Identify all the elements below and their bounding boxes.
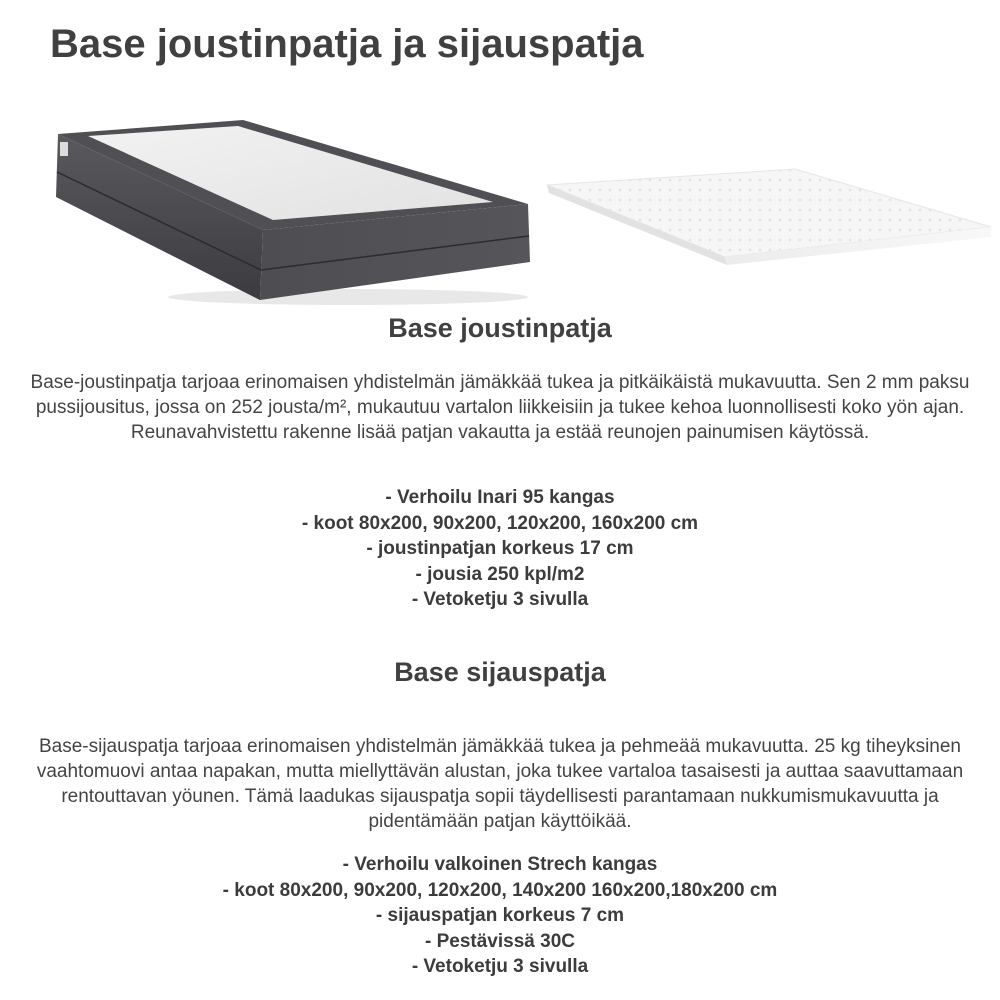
spec-item: - Pestävissä 30C <box>425 930 575 952</box>
topper-specs <box>0 852 1000 980</box>
spring-mattress-heading: Base joustinpatja <box>388 313 612 343</box>
spec-item: - joustinpatjan korkeus 17 cm <box>366 538 634 559</box>
spec-item: - jousia 250 kpl/m2 <box>415 563 585 585</box>
spec-item: - Vetoketju 3 sivulla <box>411 589 589 610</box>
spring-mattress-specs <box>0 485 1000 613</box>
topper-description: Base-sijauspatja tarjoaa erinomaisen yhdistelmän jämäkkää tukea ja pehmeää mukavuutta. 25 kg tiheyksinen vaahtomuovi antaa napakan, mutta miellyttävän alustan, joka tukee vartaloa tasaisesti ja auttaa saavuttamaan rentouttavan yöunen. Tämä laadukas sijauspatja sopii täydellisesti parantamaan nukkumismukavuutta ja pidentämään patjan käyttöikää. <box>36 736 964 832</box>
spec-item: - Vetoketju 3 sivulla <box>411 956 589 977</box>
spec-item: - sijauspatjan korkeus 7 cm <box>375 905 625 926</box>
spec-item: - Verhoilu valkoinen Strech kangas <box>342 854 658 875</box>
topper-heading: Base sijauspatja <box>394 657 606 687</box>
spec-item: - Verhoilu Inari 95 kangas <box>385 487 615 508</box>
spring-mattress-description: Base-joustinpatja tarjoaa erinomaisen yhdistelmän jämäkkää tukea ja pitkäikäistä mukavuutta. Sen 2 mm paksu pussijousitus, jossa on 252 jousta/m², mukautuu vartalon liikkeisiin ja tukee kehoa luonnollisesti koko yön ajan. Reunavahvistettu rakenne lisää patjan vakautta ja estää reunojen painumisen käytössä. <box>30 372 970 443</box>
spec-item: - koot 80x200, 90x200, 120x200, 140x200 160x200,180x200 cm <box>222 879 778 901</box>
spring-mattress-image <box>48 112 538 310</box>
topper-image <box>545 165 995 270</box>
spec-item: - koot 80x200, 90x200, 120x200, 160x200 cm <box>301 512 699 534</box>
page-title: Base joustinpatja ja sijauspatja <box>50 22 644 66</box>
